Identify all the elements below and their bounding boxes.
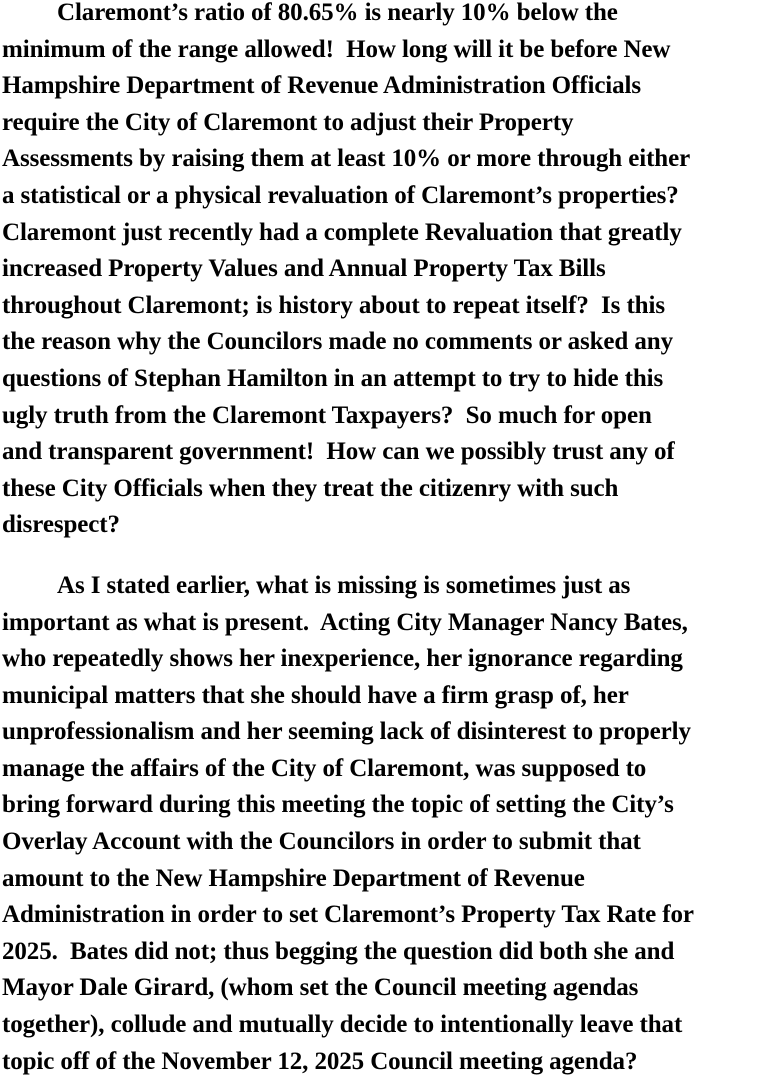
text-line: ugly truth from the Claremont Taxpayers? So much for open bbox=[2, 401, 652, 429]
text-line: throughout Claremont; is history about to repeat itself? Is this bbox=[2, 291, 665, 319]
text-line: these City Officials when they treat the citizenry with such bbox=[2, 474, 619, 502]
text-line: municipal matters that she should have a firm grasp of, her bbox=[2, 681, 629, 709]
text-line: increased Property Values and Annual Property Tax Bills bbox=[2, 255, 606, 283]
text-line: the reason why the Councilors made no comments or asked any bbox=[2, 328, 673, 356]
text-line: Administration in order to set Claremont’s Property Tax Rate for bbox=[2, 901, 694, 929]
text-line: who repeatedly shows her inexperience, her ignorance regarding bbox=[2, 645, 683, 673]
text-line: Hampshire Department of Revenue Administration Officials bbox=[2, 72, 642, 100]
text-line: together), collude and mutually decide to intentionally leave that bbox=[2, 1011, 683, 1039]
text-line: disrespect? bbox=[2, 511, 120, 539]
text-line: bring forward during this meeting the topic of setting the City’s bbox=[2, 791, 674, 819]
text-line: important as what is present. Acting City Manager Nancy Bates, bbox=[2, 608, 688, 636]
text-line: questions of Stephan Hamilton in an attempt to try to hide this bbox=[2, 364, 664, 392]
text-line: minimum of the range allowed! How long will it be before New bbox=[2, 35, 671, 63]
text-line: Mayor Dale Girard, (whom set the Council meeting agendas bbox=[2, 974, 639, 1002]
text-line: Claremont’s ratio of 80.65% is nearly 10% below the bbox=[57, 0, 618, 26]
text-line: amount to the New Hampshire Department of Revenue bbox=[2, 864, 585, 892]
paragraph-2 bbox=[0, 568, 779, 1080]
text-line: topic off of the November 12, 2025 Council meeting agenda? bbox=[2, 1047, 638, 1075]
text-line: Overlay Account with the Councilors in order to submit that bbox=[2, 828, 641, 856]
text-line: Claremont just recently had a complete Revaluation that greatly bbox=[2, 218, 682, 246]
text-line: unprofessionalism and her seeming lack of disinterest to properly bbox=[2, 718, 691, 746]
text-line: Assessments by raising them at least 10% or more through either bbox=[2, 145, 691, 173]
text-line: 2025. Bates did not; thus begging the question did both she and bbox=[2, 937, 675, 965]
text-line: a statistical or a physical revaluation of Claremont’s properties? bbox=[2, 181, 679, 209]
text-line: require the City of Claremont to adjust their Property bbox=[2, 108, 574, 136]
text-line: As I stated earlier, what is missing is sometimes just as bbox=[57, 571, 631, 599]
text-line: and transparent government! How can we possibly trust any of bbox=[2, 438, 675, 466]
text-line: manage the affairs of the City of Claremont, was supposed to bbox=[2, 754, 647, 782]
